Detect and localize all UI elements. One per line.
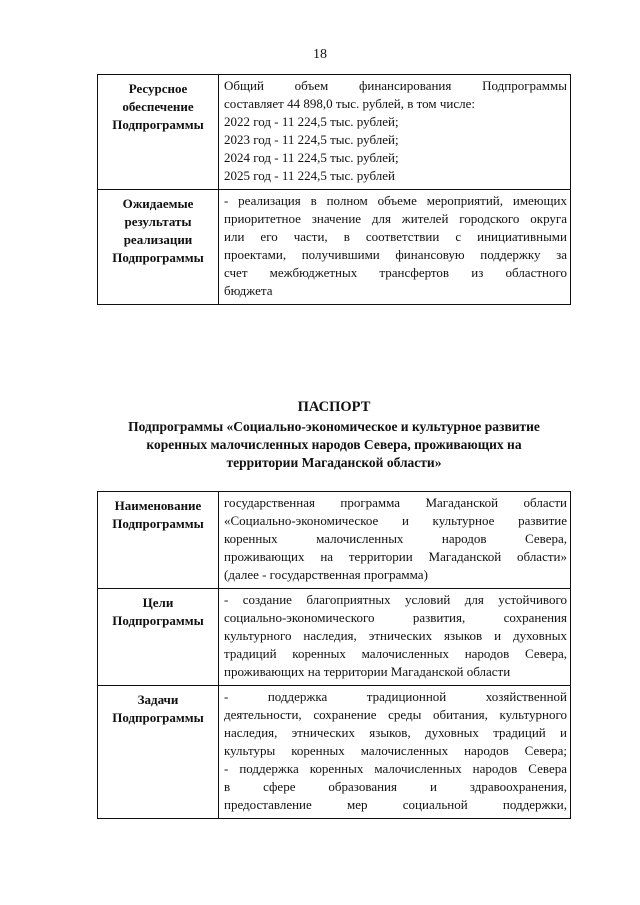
passport-subtitle-line: коренных малочисленных народов Севера, проживающих на — [146, 437, 522, 452]
table-row-expected-results — [98, 190, 571, 305]
passport-table — [97, 491, 571, 819]
table-row-resources — [98, 75, 571, 190]
table-row-name — [98, 492, 571, 589]
passport-subtitle-line: Подпрограммы «Социально-экономическое и культурное развитие — [128, 419, 540, 434]
row-value-resources: Общий объем финансирования Подпрограммы составляет 44 898,0 тыс. рублей, в том числе: 2022 год - 11 224,5 тыс. рублей; 2023 год - 11 224,5 тыс. рублей; 2024 год - 11 224,5 тыс. рублей; 2025 год - 11 224,5 тыс. рублей — [219, 75, 571, 190]
row-label-resources: Ресурсное обеспечение Подпрограммы — [98, 75, 219, 190]
row-value-expected-results: - реализация в полном объеме мероприятий, имеющих приоритетное значение для жителей городского округа или его части, в соответствии с инициативными проектами, получившими финансовую поддержку за счет межбюджетных трансфертов из областного бюджета — [219, 190, 571, 305]
row-label-name: Наименование Подпрограммы — [98, 492, 219, 589]
row-label-goals: Цели Подпрограммы — [98, 589, 219, 686]
row-value-name: государственная программа Магаданской области «Социально-экономическое и культурное развитие коренных малочисленных народов Севера, проживающих на территории Магаданской области» (далее - государственная программа) — [219, 492, 571, 589]
passport-title — [97, 398, 571, 472]
row-label-expected-results: Ожидаемые результаты реализации Подпрограммы — [98, 190, 219, 305]
table-row-tasks — [98, 686, 571, 819]
passport-subtitle-line: территории Магаданской области» — [226, 455, 442, 470]
table-row-goals — [98, 589, 571, 686]
funding-results-table — [97, 74, 571, 305]
page-number: 18 — [313, 47, 327, 62]
row-label-tasks: Задачи Подпрограммы — [98, 686, 219, 819]
row-value-goals: - создание благоприятных условий для устойчивого социально-экономического развития, сохранения культурного наследия, этнических языков и духовных традиций коренных малочисленных народов Севера, проживающих на территории Магаданской области — [219, 589, 571, 686]
passport-heading: ПАСПОРТ — [297, 399, 371, 415]
row-value-tasks: - поддержка традиционной хозяйственной деятельности, сохранение среды обитания, культурного наследия, этнических языков, духовных традиций и культуры коренных малочисленных народов Севера; - поддержка коренных малочисленных народов Севера в сфере образования и здравоохранения, предоставление мер социальной поддержки, — [219, 686, 571, 819]
